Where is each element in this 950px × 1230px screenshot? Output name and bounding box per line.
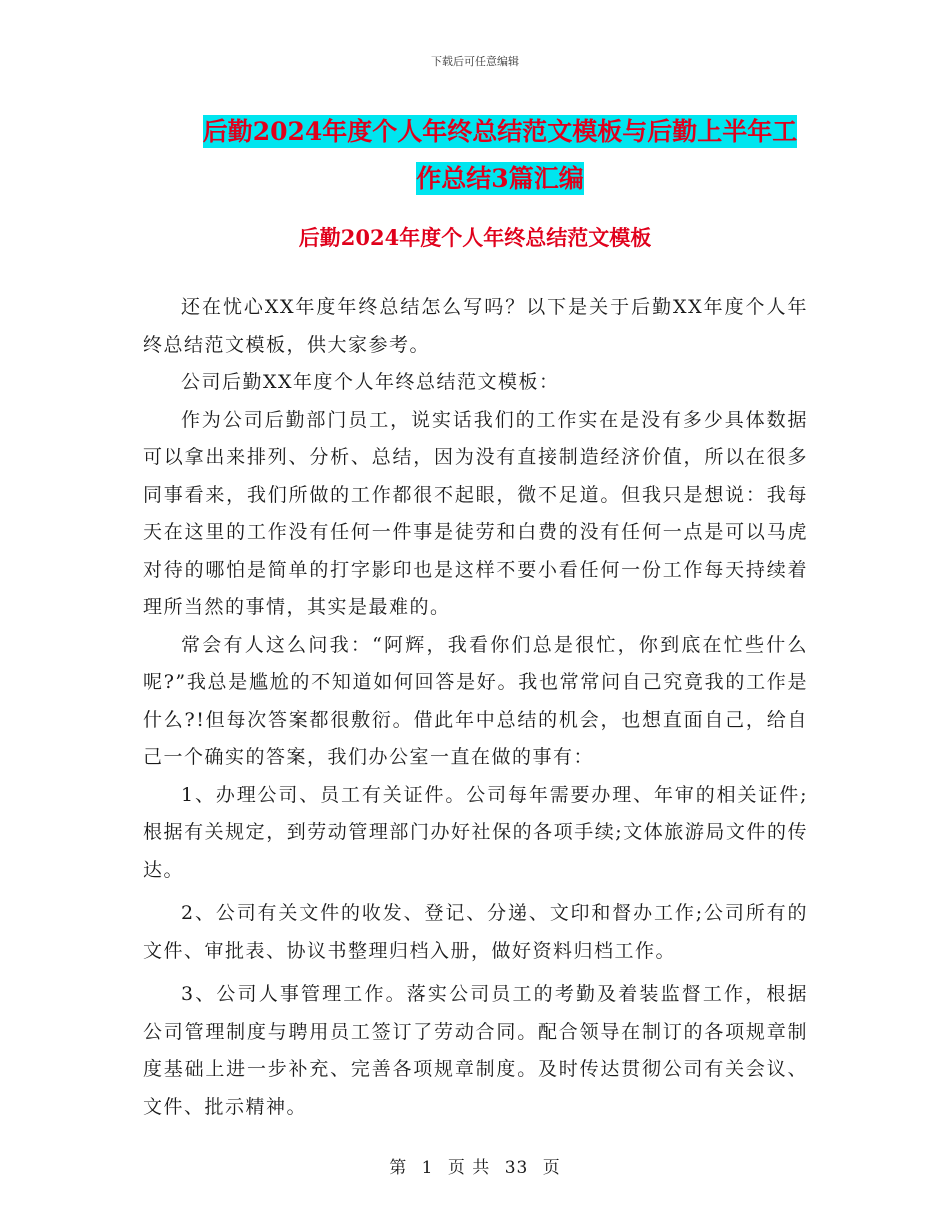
document-body [143, 289, 808, 1126]
header-note: 下载后可任意编辑 [431, 55, 519, 68]
footer-total-pages: 33 [504, 1158, 529, 1178]
footer-middle: 页 共 [447, 1158, 491, 1178]
paragraph-body-2: 常会有人这么问我：“阿辉，我看你们总是很忙，你到底在忙些什么呢?”我总是尴尬的不知道如何回答是好。我也常常问自己究竟我的工作是什么?!但每次答案都很敷衍。借此年中总结的机会，也想直面自己，给自己一个确实的答案，我们办公室一直在做的事有： [143, 633, 808, 768]
paragraph-intro: 还在忧心XX年度年终总结怎么写吗？以下是关于后勤XX年度个人年终总结范文模板，供大家参考。 [143, 296, 808, 356]
footer-page-number: 1 [421, 1158, 434, 1178]
main-title-line-2: 作总结3篇汇编 [416, 164, 584, 193]
paragraph-item-1: 1、办理公司、员工有关证件。公司每年需要办理、年审的相关证件;根据有关规定，到劳动管理部门办好社保的各项手续;文体旅游局文件的传达。 [143, 783, 808, 881]
footer-prefix: 第 [389, 1158, 408, 1178]
page-footer [0, 1153, 950, 1178]
paragraph-body-1: 作为公司后勤部门员工，说实话我们的工作实在是没有多少具体数据可以拿出来排列、分析、总结，因为没有直接制造经济价值，所以在很多同事看来，我们所做的工作都很不起眼，微不足道。但我只是想说：我每天在这里的工作没有任何一件事是徒劳和白费的没有任何一点是可以马虎对待的哪怕是简单的打字影印也是这样不要小看任何一份工作每天持续着理所当然的事情，其实是最难的。 [143, 408, 808, 618]
section-title: 后勤2024年度个人年终总结范文模板 [298, 225, 652, 250]
paragraph-subheading: 公司后勤XX年度个人年终总结范文模板： [181, 371, 560, 393]
footer-suffix: 页 [542, 1158, 561, 1178]
document-main-title [150, 108, 850, 202]
paragraph-item-3: 3、公司人事管理工作。落实公司员工的考勤及着装监督工作，根据公司管理制度与聘用员工签订了劳动合同。配合领导在制订的各项规章制度基础上进一步补充、完善各项规章制度。及时传达贯彻公司有关会议、文件、批示精神。 [143, 983, 808, 1118]
paragraph-item-2: 2、公司有关文件的收发、登记、分递、文印和督办工作;公司所有的文件、审批表、协议书整理归档入册，做好资料归档工作。 [143, 902, 808, 962]
main-title-line-1: 后勤2024年度个人年终总结范文模板与后勤上半年工 [202, 117, 798, 146]
